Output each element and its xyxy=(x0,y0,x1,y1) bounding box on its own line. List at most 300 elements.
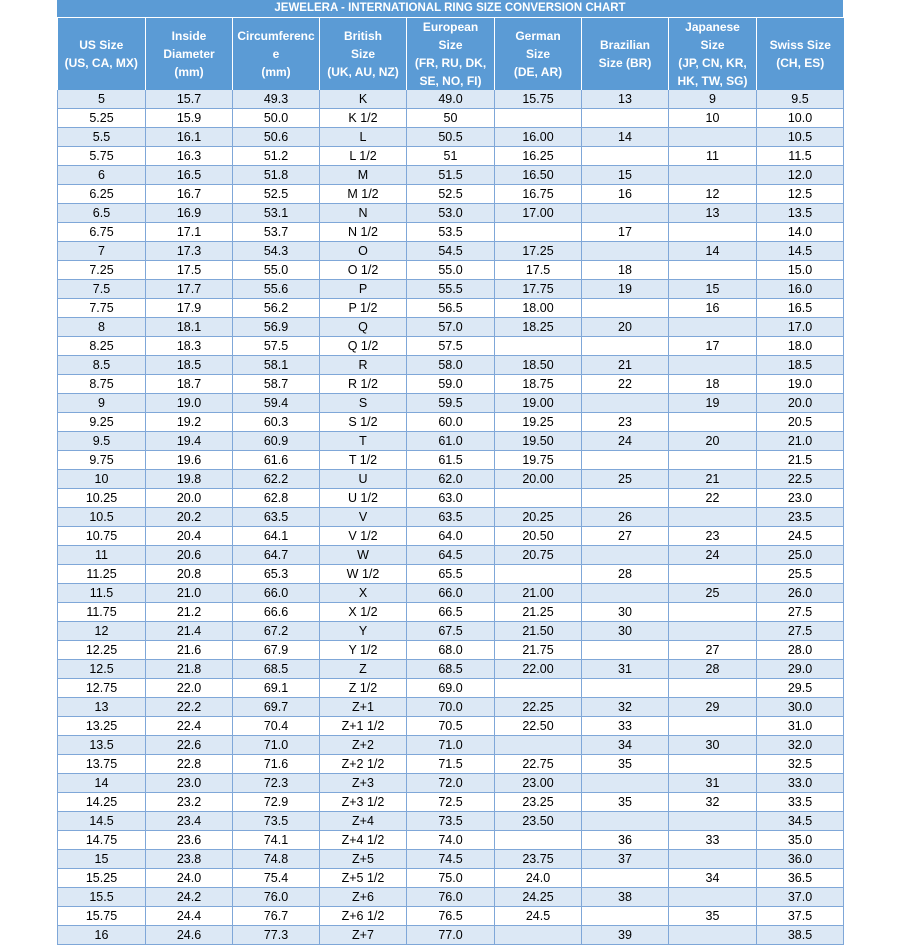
cell-japanese-size: 25 xyxy=(669,584,757,603)
ring-size-chart xyxy=(57,0,843,945)
table-header xyxy=(58,18,844,90)
table-row xyxy=(58,299,844,318)
table-row xyxy=(58,565,844,584)
cell-japanese-size: 11 xyxy=(669,147,757,166)
cell-inside-diameter: 21.2 xyxy=(146,603,233,622)
cell-brazilian-size: 15 xyxy=(582,166,669,185)
cell-european-size: 54.5 xyxy=(407,242,495,261)
cell-japanese-size: 9 xyxy=(669,90,757,109)
cell-inside-diameter: 21.4 xyxy=(146,622,233,641)
cell-us-size: 8.25 xyxy=(58,337,146,356)
cell-british-size: Y xyxy=(320,622,407,641)
table-row xyxy=(58,223,844,242)
cell-inside-diameter: 24.6 xyxy=(146,926,233,945)
cell-european-size: 51.5 xyxy=(407,166,495,185)
cell-german-size: 19.00 xyxy=(495,394,582,413)
cell-circumference: 76.0 xyxy=(233,888,320,907)
cell-us-size: 12.5 xyxy=(58,660,146,679)
cell-british-size: Z+6 1/2 xyxy=(320,907,407,926)
cell-swiss-size: 35.0 xyxy=(757,831,844,850)
cell-japanese-size xyxy=(669,603,757,622)
cell-british-size: Z+5 xyxy=(320,850,407,869)
table-row xyxy=(58,489,844,508)
cell-european-size: 66.5 xyxy=(407,603,495,622)
cell-circumference: 67.2 xyxy=(233,622,320,641)
cell-swiss-size: 30.0 xyxy=(757,698,844,717)
cell-german-size: 17.5 xyxy=(495,261,582,280)
cell-us-size: 14.25 xyxy=(58,793,146,812)
header-european-size: European Size (FR, RU, DK, SE, NO, FI) xyxy=(407,18,495,90)
cell-us-size: 7.75 xyxy=(58,299,146,318)
cell-japanese-size: 22 xyxy=(669,489,757,508)
cell-brazilian-size: 25 xyxy=(582,470,669,489)
cell-us-size: 8.5 xyxy=(58,356,146,375)
cell-brazilian-size: 30 xyxy=(582,603,669,622)
cell-german-size: 21.50 xyxy=(495,622,582,641)
cell-european-size: 59.5 xyxy=(407,394,495,413)
cell-european-size: 52.5 xyxy=(407,185,495,204)
cell-circumference: 65.3 xyxy=(233,565,320,584)
cell-brazilian-size: 39 xyxy=(582,926,669,945)
cell-us-size: 10.25 xyxy=(58,489,146,508)
cell-swiss-size: 32.5 xyxy=(757,755,844,774)
table-row xyxy=(58,641,844,660)
cell-swiss-size: 13.5 xyxy=(757,204,844,223)
cell-swiss-size: 31.0 xyxy=(757,717,844,736)
cell-us-size: 9 xyxy=(58,394,146,413)
cell-japanese-size: 15 xyxy=(669,280,757,299)
cell-british-size: Z+3 1/2 xyxy=(320,793,407,812)
cell-circumference: 52.5 xyxy=(233,185,320,204)
cell-german-size: 23.50 xyxy=(495,812,582,831)
table-row xyxy=(58,318,844,337)
cell-european-size: 60.0 xyxy=(407,413,495,432)
cell-british-size: V xyxy=(320,508,407,527)
cell-british-size: P 1/2 xyxy=(320,299,407,318)
cell-inside-diameter: 21.6 xyxy=(146,641,233,660)
cell-brazilian-size: 35 xyxy=(582,755,669,774)
table-row xyxy=(58,375,844,394)
cell-brazilian-size: 21 xyxy=(582,356,669,375)
cell-european-size: 74.5 xyxy=(407,850,495,869)
cell-swiss-size: 29.5 xyxy=(757,679,844,698)
cell-japanese-size xyxy=(669,679,757,698)
cell-brazilian-size: 26 xyxy=(582,508,669,527)
cell-japanese-size xyxy=(669,318,757,337)
cell-japanese-size: 29 xyxy=(669,698,757,717)
cell-european-size: 51 xyxy=(407,147,495,166)
cell-brazilian-size: 37 xyxy=(582,850,669,869)
cell-japanese-size: 30 xyxy=(669,736,757,755)
cell-german-size: 20.00 xyxy=(495,470,582,489)
cell-inside-diameter: 19.2 xyxy=(146,413,233,432)
cell-german-size: 23.25 xyxy=(495,793,582,812)
cell-inside-diameter: 19.0 xyxy=(146,394,233,413)
table-row xyxy=(58,470,844,489)
cell-circumference: 50.0 xyxy=(233,109,320,128)
cell-circumference: 69.7 xyxy=(233,698,320,717)
cell-circumference: 51.2 xyxy=(233,147,320,166)
cell-swiss-size: 22.5 xyxy=(757,470,844,489)
cell-circumference: 62.8 xyxy=(233,489,320,508)
cell-us-size: 11.5 xyxy=(58,584,146,603)
table-row xyxy=(58,128,844,147)
cell-japanese-size xyxy=(669,717,757,736)
cell-german-size: 18.75 xyxy=(495,375,582,394)
cell-circumference: 55.6 xyxy=(233,280,320,299)
header-circumference: Circumferenc e (mm) xyxy=(233,18,320,90)
cell-circumference: 71.6 xyxy=(233,755,320,774)
cell-german-size xyxy=(495,489,582,508)
cell-inside-diameter: 22.0 xyxy=(146,679,233,698)
cell-inside-diameter: 15.9 xyxy=(146,109,233,128)
cell-british-size: Z+2 xyxy=(320,736,407,755)
cell-japanese-size xyxy=(669,926,757,945)
cell-us-size: 5 xyxy=(58,90,146,109)
cell-swiss-size: 15.0 xyxy=(757,261,844,280)
cell-inside-diameter: 18.5 xyxy=(146,356,233,375)
cell-inside-diameter: 24.2 xyxy=(146,888,233,907)
cell-us-size: 7.5 xyxy=(58,280,146,299)
cell-german-size: 18.00 xyxy=(495,299,582,318)
cell-swiss-size: 18.5 xyxy=(757,356,844,375)
cell-japanese-size xyxy=(669,850,757,869)
table-row xyxy=(58,242,844,261)
cell-brazilian-size xyxy=(582,337,669,356)
cell-japanese-size xyxy=(669,622,757,641)
cell-inside-diameter: 23.8 xyxy=(146,850,233,869)
cell-british-size: X xyxy=(320,584,407,603)
cell-swiss-size: 10.0 xyxy=(757,109,844,128)
cell-us-size: 8.75 xyxy=(58,375,146,394)
cell-japanese-size xyxy=(669,755,757,774)
table-row xyxy=(58,888,844,907)
cell-us-size: 5.75 xyxy=(58,147,146,166)
table-row xyxy=(58,356,844,375)
cell-brazilian-size xyxy=(582,679,669,698)
cell-inside-diameter: 23.0 xyxy=(146,774,233,793)
cell-brazilian-size: 24 xyxy=(582,432,669,451)
cell-british-size: T xyxy=(320,432,407,451)
cell-inside-diameter: 16.1 xyxy=(146,128,233,147)
cell-european-size: 77.0 xyxy=(407,926,495,945)
cell-swiss-size: 9.5 xyxy=(757,90,844,109)
cell-swiss-size: 12.5 xyxy=(757,185,844,204)
cell-brazilian-size xyxy=(582,451,669,470)
cell-german-size xyxy=(495,679,582,698)
cell-inside-diameter: 17.7 xyxy=(146,280,233,299)
cell-swiss-size: 11.5 xyxy=(757,147,844,166)
table-row xyxy=(58,451,844,470)
cell-swiss-size: 33.0 xyxy=(757,774,844,793)
cell-japanese-size: 14 xyxy=(669,242,757,261)
cell-inside-diameter: 23.2 xyxy=(146,793,233,812)
cell-british-size: W xyxy=(320,546,407,565)
cell-british-size: N 1/2 xyxy=(320,223,407,242)
cell-european-size: 71.0 xyxy=(407,736,495,755)
cell-german-size: 23.75 xyxy=(495,850,582,869)
cell-british-size: Z+7 xyxy=(320,926,407,945)
cell-japanese-size: 23 xyxy=(669,527,757,546)
cell-german-size: 16.75 xyxy=(495,185,582,204)
cell-german-size: 16.50 xyxy=(495,166,582,185)
cell-british-size: M xyxy=(320,166,407,185)
cell-brazilian-size xyxy=(582,242,669,261)
cell-british-size: X 1/2 xyxy=(320,603,407,622)
cell-swiss-size: 27.5 xyxy=(757,622,844,641)
cell-european-size: 55.5 xyxy=(407,280,495,299)
cell-circumference: 66.6 xyxy=(233,603,320,622)
cell-european-size: 72.5 xyxy=(407,793,495,812)
cell-british-size: O 1/2 xyxy=(320,261,407,280)
cell-german-size: 17.00 xyxy=(495,204,582,223)
cell-european-size: 69.0 xyxy=(407,679,495,698)
cell-british-size: L 1/2 xyxy=(320,147,407,166)
cell-german-size: 20.75 xyxy=(495,546,582,565)
cell-british-size: Q xyxy=(320,318,407,337)
table-row xyxy=(58,812,844,831)
table-row xyxy=(58,280,844,299)
cell-inside-diameter: 23.4 xyxy=(146,812,233,831)
cell-us-size: 10 xyxy=(58,470,146,489)
cell-us-size: 6.75 xyxy=(58,223,146,242)
cell-british-size: K 1/2 xyxy=(320,109,407,128)
cell-inside-diameter: 24.0 xyxy=(146,869,233,888)
cell-inside-diameter: 16.3 xyxy=(146,147,233,166)
cell-german-size xyxy=(495,565,582,584)
cell-european-size: 70.0 xyxy=(407,698,495,717)
cell-german-size: 23.00 xyxy=(495,774,582,793)
table-row xyxy=(58,147,844,166)
cell-us-size: 16 xyxy=(58,926,146,945)
cell-german-size: 21.75 xyxy=(495,641,582,660)
cell-circumference: 51.8 xyxy=(233,166,320,185)
cell-european-size: 73.5 xyxy=(407,812,495,831)
cell-british-size: Z xyxy=(320,660,407,679)
cell-us-size: 15 xyxy=(58,850,146,869)
ring-size-table xyxy=(57,18,844,945)
cell-british-size: T 1/2 xyxy=(320,451,407,470)
cell-german-size: 24.25 xyxy=(495,888,582,907)
cell-brazilian-size xyxy=(582,584,669,603)
cell-inside-diameter: 20.6 xyxy=(146,546,233,565)
cell-swiss-size: 17.0 xyxy=(757,318,844,337)
cell-circumference: 60.3 xyxy=(233,413,320,432)
cell-us-size: 15.5 xyxy=(58,888,146,907)
cell-us-size: 9.25 xyxy=(58,413,146,432)
table-row xyxy=(58,90,844,109)
cell-inside-diameter: 21.8 xyxy=(146,660,233,679)
cell-inside-diameter: 16.7 xyxy=(146,185,233,204)
cell-circumference: 69.1 xyxy=(233,679,320,698)
cell-british-size: Z+2 1/2 xyxy=(320,755,407,774)
cell-swiss-size: 23.5 xyxy=(757,508,844,527)
cell-swiss-size: 25.5 xyxy=(757,565,844,584)
table-row xyxy=(58,109,844,128)
cell-japanese-size: 13 xyxy=(669,204,757,223)
cell-european-size: 53.5 xyxy=(407,223,495,242)
cell-brazilian-size: 35 xyxy=(582,793,669,812)
cell-brazilian-size: 13 xyxy=(582,90,669,109)
cell-circumference: 75.4 xyxy=(233,869,320,888)
cell-german-size: 16.25 xyxy=(495,147,582,166)
cell-us-size: 9.75 xyxy=(58,451,146,470)
table-row xyxy=(58,793,844,812)
cell-brazilian-size xyxy=(582,147,669,166)
cell-inside-diameter: 24.4 xyxy=(146,907,233,926)
cell-circumference: 53.7 xyxy=(233,223,320,242)
cell-us-size: 14.5 xyxy=(58,812,146,831)
cell-circumference: 64.7 xyxy=(233,546,320,565)
cell-german-size: 22.50 xyxy=(495,717,582,736)
cell-circumference: 66.0 xyxy=(233,584,320,603)
cell-inside-diameter: 22.4 xyxy=(146,717,233,736)
cell-european-size: 67.5 xyxy=(407,622,495,641)
table-row xyxy=(58,926,844,945)
cell-us-size: 5.25 xyxy=(58,109,146,128)
cell-british-size: Z+6 xyxy=(320,888,407,907)
table-row xyxy=(58,698,844,717)
cell-brazilian-size xyxy=(582,869,669,888)
cell-circumference: 58.1 xyxy=(233,356,320,375)
cell-brazilian-size: 19 xyxy=(582,280,669,299)
cell-brazilian-size xyxy=(582,774,669,793)
cell-swiss-size: 32.0 xyxy=(757,736,844,755)
cell-circumference: 70.4 xyxy=(233,717,320,736)
cell-us-size: 13 xyxy=(58,698,146,717)
cell-british-size: K xyxy=(320,90,407,109)
cell-european-size: 61.0 xyxy=(407,432,495,451)
cell-brazilian-size: 33 xyxy=(582,717,669,736)
cell-swiss-size: 37.0 xyxy=(757,888,844,907)
cell-us-size: 9.5 xyxy=(58,432,146,451)
cell-brazilian-size xyxy=(582,394,669,413)
cell-european-size: 64.5 xyxy=(407,546,495,565)
cell-british-size: Z+3 xyxy=(320,774,407,793)
chart-title: JEWELERA - INTERNATIONAL RING SIZE CONVERSION CHART xyxy=(57,0,843,18)
cell-circumference: 62.2 xyxy=(233,470,320,489)
cell-british-size: Z+5 1/2 xyxy=(320,869,407,888)
cell-british-size: S xyxy=(320,394,407,413)
table-row xyxy=(58,869,844,888)
cell-european-size: 50 xyxy=(407,109,495,128)
cell-inside-diameter: 18.3 xyxy=(146,337,233,356)
table-row xyxy=(58,394,844,413)
cell-brazilian-size xyxy=(582,546,669,565)
cell-japanese-size xyxy=(669,565,757,584)
cell-brazilian-size xyxy=(582,109,669,128)
cell-inside-diameter: 15.7 xyxy=(146,90,233,109)
cell-circumference: 55.0 xyxy=(233,261,320,280)
cell-brazilian-size: 32 xyxy=(582,698,669,717)
cell-japanese-size: 27 xyxy=(669,641,757,660)
cell-inside-diameter: 16.5 xyxy=(146,166,233,185)
cell-circumference: 56.2 xyxy=(233,299,320,318)
cell-brazilian-size xyxy=(582,299,669,318)
cell-european-size: 49.0 xyxy=(407,90,495,109)
cell-inside-diameter: 19.4 xyxy=(146,432,233,451)
table-row xyxy=(58,546,844,565)
cell-european-size: 55.0 xyxy=(407,261,495,280)
cell-japanese-size: 21 xyxy=(669,470,757,489)
cell-british-size: U xyxy=(320,470,407,489)
cell-swiss-size: 28.0 xyxy=(757,641,844,660)
cell-us-size: 10.5 xyxy=(58,508,146,527)
cell-circumference: 53.1 xyxy=(233,204,320,223)
cell-us-size: 7.25 xyxy=(58,261,146,280)
cell-inside-diameter: 22.2 xyxy=(146,698,233,717)
cell-european-size: 70.5 xyxy=(407,717,495,736)
cell-swiss-size: 14.0 xyxy=(757,223,844,242)
cell-german-size xyxy=(495,223,582,242)
cell-japanese-size xyxy=(669,812,757,831)
cell-circumference: 60.9 xyxy=(233,432,320,451)
table-row xyxy=(58,831,844,850)
cell-european-size: 68.5 xyxy=(407,660,495,679)
cell-circumference: 72.3 xyxy=(233,774,320,793)
cell-german-size: 17.75 xyxy=(495,280,582,299)
cell-brazilian-size: 36 xyxy=(582,831,669,850)
cell-german-size: 18.50 xyxy=(495,356,582,375)
cell-european-size: 74.0 xyxy=(407,831,495,850)
cell-swiss-size: 16.0 xyxy=(757,280,844,299)
cell-german-size xyxy=(495,337,582,356)
cell-us-size: 13.5 xyxy=(58,736,146,755)
cell-german-size: 21.25 xyxy=(495,603,582,622)
cell-european-size: 57.5 xyxy=(407,337,495,356)
cell-british-size: Y 1/2 xyxy=(320,641,407,660)
cell-german-size xyxy=(495,109,582,128)
cell-german-size: 15.75 xyxy=(495,90,582,109)
cell-us-size: 8 xyxy=(58,318,146,337)
cell-british-size: O xyxy=(320,242,407,261)
cell-european-size: 62.0 xyxy=(407,470,495,489)
cell-swiss-size: 26.0 xyxy=(757,584,844,603)
cell-brazilian-size: 18 xyxy=(582,261,669,280)
cell-inside-diameter: 20.0 xyxy=(146,489,233,508)
header-brazilian-size: Brazilian Size (BR) xyxy=(582,18,669,90)
cell-us-size: 15.75 xyxy=(58,907,146,926)
cell-circumference: 71.0 xyxy=(233,736,320,755)
cell-circumference: 50.6 xyxy=(233,128,320,147)
header-swiss-size: Swiss Size (CH, ES) xyxy=(757,18,844,90)
table-row xyxy=(58,261,844,280)
cell-british-size: Z+4 xyxy=(320,812,407,831)
cell-german-size: 21.00 xyxy=(495,584,582,603)
cell-us-size: 6.25 xyxy=(58,185,146,204)
header-inside-diameter: Inside Diameter (mm) xyxy=(146,18,233,90)
cell-brazilian-size: 22 xyxy=(582,375,669,394)
cell-us-size: 11.25 xyxy=(58,565,146,584)
cell-us-size: 11 xyxy=(58,546,146,565)
cell-swiss-size: 34.5 xyxy=(757,812,844,831)
cell-german-size: 16.00 xyxy=(495,128,582,147)
cell-brazilian-size: 30 xyxy=(582,622,669,641)
cell-brazilian-size: 34 xyxy=(582,736,669,755)
cell-british-size: L xyxy=(320,128,407,147)
cell-british-size: Z+1 1/2 xyxy=(320,717,407,736)
cell-british-size: R xyxy=(320,356,407,375)
table-row xyxy=(58,432,844,451)
cell-japanese-size: 33 xyxy=(669,831,757,850)
cell-swiss-size: 36.0 xyxy=(757,850,844,869)
cell-circumference: 72.9 xyxy=(233,793,320,812)
cell-inside-diameter: 17.1 xyxy=(146,223,233,242)
cell-european-size: 68.0 xyxy=(407,641,495,660)
cell-inside-diameter: 17.3 xyxy=(146,242,233,261)
cell-brazilian-size: 28 xyxy=(582,565,669,584)
cell-german-size: 24.5 xyxy=(495,907,582,926)
